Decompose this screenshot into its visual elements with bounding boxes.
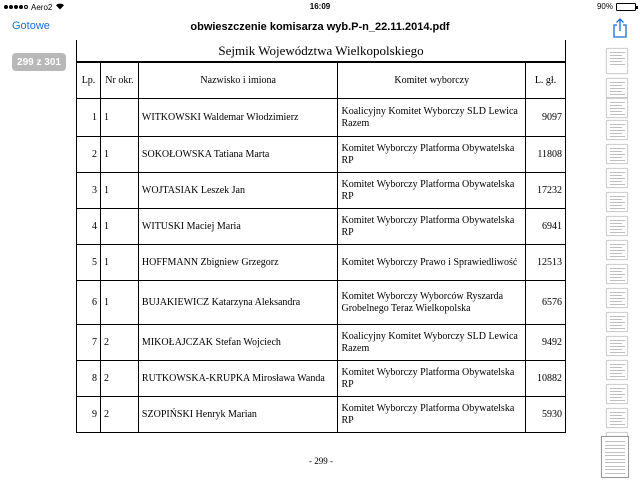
carrier-name: Aero2 [31, 2, 53, 12]
cell-votes: 12513 [526, 245, 566, 281]
cell-lp: 8 [77, 361, 101, 397]
cell-okr: 1 [100, 209, 138, 245]
header-committee: Komitet wyborczy [338, 63, 526, 99]
cell-okr: 1 [100, 137, 138, 173]
cell-votes: 11808 [526, 137, 566, 173]
navigation-bar [0, 14, 640, 42]
table-row [77, 245, 566, 281]
header-name: Nazwisko i imiona [138, 63, 338, 99]
done-button[interactable]: Gotowe [12, 20, 50, 32]
cell-name: WOJTASIAK Leszek Jan [138, 173, 338, 209]
cell-okr: 2 [100, 361, 138, 397]
cell-votes: 17232 [526, 173, 566, 209]
page-thumbnail[interactable] [606, 216, 628, 236]
page-counter: 299 z 301 [12, 53, 66, 71]
table-row [77, 281, 566, 325]
battery-percent: 90% [596, 2, 613, 11]
page-thumbnail[interactable] [606, 120, 628, 140]
battery-icon [616, 3, 636, 11]
cell-committee: Komitet Wyborczy Platforma Obywatelska RP [338, 361, 526, 397]
status-time: 16:09 [309, 2, 331, 11]
cell-lp: 4 [77, 209, 101, 245]
current-page-thumbnail[interactable] [601, 436, 629, 478]
table-row [77, 99, 566, 137]
share-icon[interactable] [612, 18, 628, 38]
cell-committee: Komitet Wyborczy Prawo i Sprawiedliwość [338, 245, 526, 281]
page-thumbnail[interactable] [606, 78, 628, 98]
page-thumbnail[interactable] [606, 264, 628, 284]
cell-okr: 1 [100, 173, 138, 209]
cell-votes: 10882 [526, 361, 566, 397]
cell-name: HOFFMANN Zbigniew Grzegorz [138, 245, 338, 281]
page-thumbnail[interactable] [606, 384, 628, 404]
cell-committee: Koalicyjny Komitet Wyborczy SLD Lewica Razem [338, 325, 526, 361]
cell-name: WITUSKI Maciej Maria [138, 209, 338, 245]
header-votes: L. gł. [526, 63, 566, 99]
cell-votes: 9097 [526, 99, 566, 137]
table-row [77, 397, 566, 433]
table-title: Sejmik Województwa Wielkopolskiego [76, 40, 566, 62]
cell-committee: Komitet Wyborczy Platforma Obywatelska RP [338, 173, 526, 209]
page-thumbnail[interactable] [606, 288, 628, 308]
header-lp: Lp. [77, 63, 101, 99]
cell-lp: 5 [77, 245, 101, 281]
cell-name: SOKOŁOWSKA Tatiana Marta [138, 137, 338, 173]
cell-committee: Komitet Wyborczy Platforma Obywatelska RP [338, 209, 526, 245]
page-thumbnails[interactable] [606, 48, 628, 480]
cell-votes: 6576 [526, 281, 566, 325]
cell-lp: 6 [77, 281, 101, 325]
table-row [77, 173, 566, 209]
cell-lp: 7 [77, 325, 101, 361]
table-row [77, 361, 566, 397]
page-thumbnail[interactable] [606, 360, 628, 380]
cell-votes: 5930 [526, 397, 566, 433]
cell-okr: 1 [100, 245, 138, 281]
table-row [77, 137, 566, 173]
cell-okr: 2 [100, 325, 138, 361]
cell-name: SZOPIŃSKI Henryk Marian [138, 397, 338, 433]
cell-name: MIKOŁAJCZAK Stefan Wojciech [138, 325, 338, 361]
cell-okr: 2 [100, 397, 138, 433]
status-right [597, 2, 636, 11]
page-thumbnail[interactable] [606, 98, 628, 118]
cell-committee: Komitet Wyborczy Platforma Obywatelska RP [338, 397, 526, 433]
table-header-row [77, 63, 566, 99]
cell-lp: 9 [77, 397, 101, 433]
document-title: obwieszczenie komisarza wyb.P-n_22.11.2014.pdf [190, 21, 450, 33]
cell-committee: Koalicyjny Komitet Wyborczy SLD Lewica Razem [338, 99, 526, 137]
cell-name: BUJAKIEWICZ Katarzyna Aleksandra [138, 281, 338, 325]
page-thumbnail[interactable] [606, 168, 628, 188]
cell-name: RUTKOWSKA-KRUPKA Mirosława Wanda [138, 361, 338, 397]
page-thumbnail[interactable] [606, 336, 628, 356]
cell-okr: 1 [100, 99, 138, 137]
table-row [77, 325, 566, 361]
cell-committee: Komitet Wyborczy Platforma Obywatelska RP [338, 137, 526, 173]
page-thumbnail[interactable] [606, 408, 628, 428]
page-thumbnail[interactable] [606, 312, 628, 332]
page-thumbnail[interactable] [606, 144, 628, 164]
cell-name: WITKOWSKI Waldemar Włodzimierz [138, 99, 338, 137]
page-thumbnail[interactable] [606, 240, 628, 260]
cell-lp: 2 [77, 137, 101, 173]
cell-lp: 3 [77, 173, 101, 209]
cell-votes: 6941 [526, 209, 566, 245]
header-okr: Nr okr. [100, 63, 138, 99]
table-row [77, 209, 566, 245]
cell-lp: 1 [77, 99, 101, 137]
cell-committee: Komitet Wyborczy Wyborców Ryszarda Grobelnego Teraz Wielkopolska [338, 281, 526, 325]
results-table [76, 62, 566, 433]
cell-okr: 1 [100, 281, 138, 325]
page-thumbnail[interactable] [606, 192, 628, 212]
status-bar [0, 0, 640, 14]
page-thumbnail[interactable] [606, 48, 628, 74]
cell-votes: 9492 [526, 325, 566, 361]
page-footer: - 299 - [309, 456, 333, 466]
